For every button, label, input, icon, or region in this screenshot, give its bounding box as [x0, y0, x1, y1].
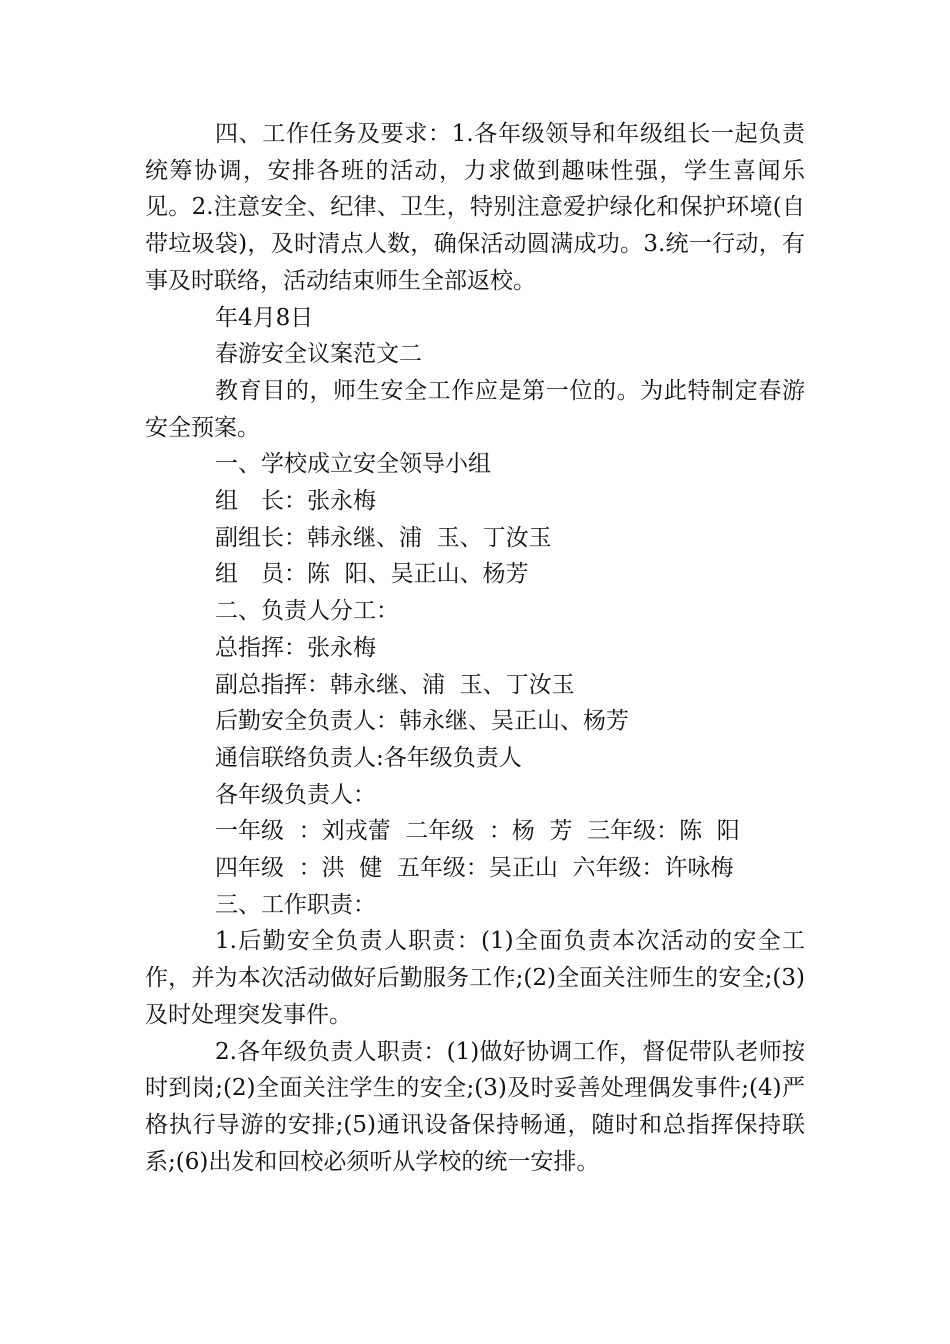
- line-group-members: 组 员：陈 阳、吴正山、杨芳: [215, 561, 529, 588]
- paragraph-date: 年4月8日: [215, 304, 314, 331]
- heading-division-of-labor: 二、负责人分工：: [215, 598, 399, 625]
- line-grade-leaders-heading: 各年级负责人：: [215, 781, 376, 808]
- heading-duties: 三、工作职责：: [215, 891, 376, 918]
- paragraph-intro: 教育目的，师生安全工作应是第一位的。为此特制定春游安全预案。: [145, 377, 805, 441]
- paragraph-work-tasks: 四、工作任务及要求：1.各年级领导和年级组长一起负责统筹协调，安排各班的活动，力求做到趣味性强，学生喜闻乐见。2.注意安全、纪律、卫生，特别注意爱护绿化和保护环境(自带垃圾袋)，及时清点人数，确保活动圆满成功。3.统一行动，有事及时联络，活动结束师生全部返校。: [145, 121, 805, 294]
- paragraph-grade-leader-duties: 2.各年级负责人职责：(1)做好协调工作，督促带队老师按时到岗;(2)全面关注学生的安全;(3)及时妥善处理偶发事件;(4)严格执行导游的安排;(5)通讯设备保持畅通，随时和总指挥保持联系;(6)出发和回校必须听从学校的统一安排。: [145, 1038, 805, 1175]
- heading-leadership-group: 一、学校成立安全领导小组: [215, 451, 491, 478]
- line-deputy-commander: 副总指挥：韩永继、浦 玉、丁汝玉: [215, 671, 575, 698]
- line-grades-4-6: 四年级 ：洪 健 五年级：吴正山 六年级：许咏梅: [215, 855, 734, 882]
- line-commander: 总指挥：张永梅: [215, 634, 376, 661]
- line-logistics-safety: 后勤安全负责人：韩永继、吴正山、杨芳: [215, 708, 629, 735]
- line-group-leader: 组 长：张永梅: [215, 488, 376, 515]
- line-communications: 通信联络负责人:各年级负责人: [215, 744, 522, 771]
- section-title: 春游安全议案范文二: [215, 341, 422, 368]
- line-deputy-leader: 副组长：韩永继、浦 玉、丁汝玉: [215, 524, 552, 551]
- paragraph-logistics-duties: 1.后勤安全负责人职责：(1)全面负责本次活动的安全工作，并为本次活动做好后勤服务工作;(2)全面关注师生的安全;(3)及时处理突发事件。: [145, 928, 805, 1028]
- document-page: [145, 116, 805, 1180]
- line-grades-1-3: 一年级 ：刘戎蕾 二年级 ：杨 芳 三年级：陈 阳: [215, 818, 740, 845]
